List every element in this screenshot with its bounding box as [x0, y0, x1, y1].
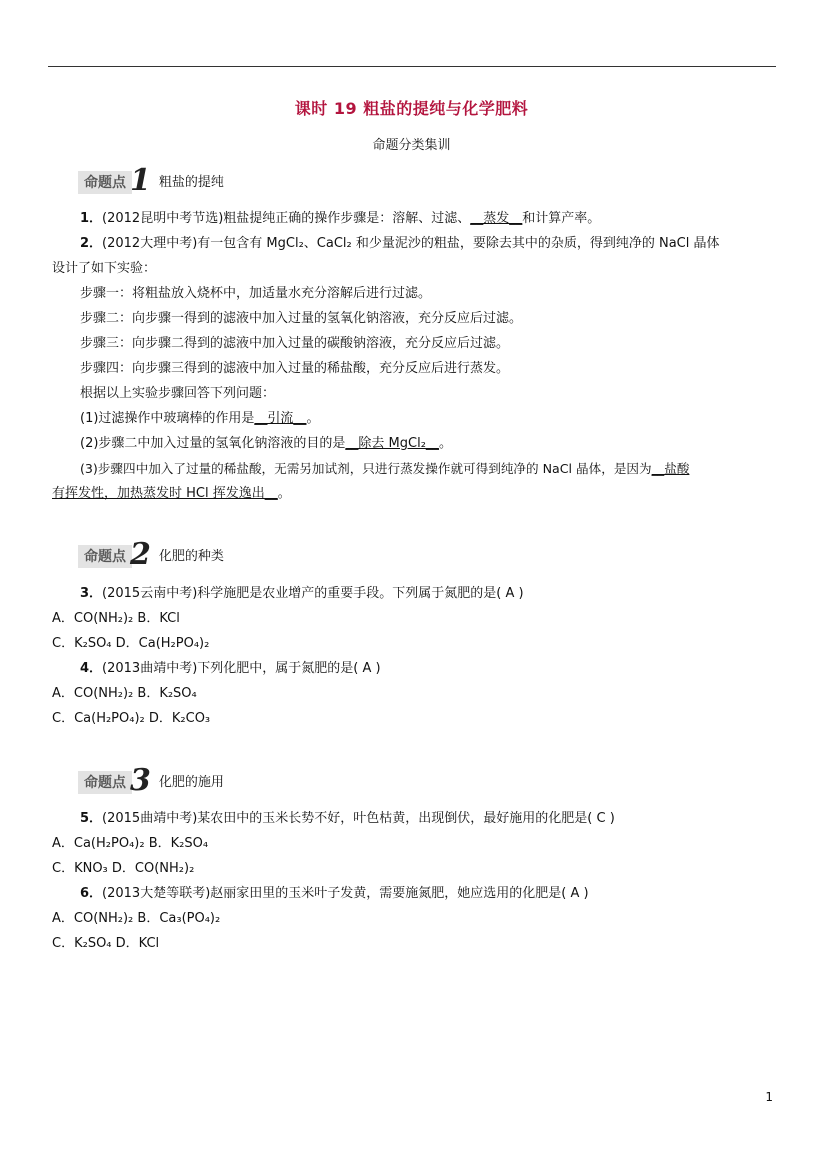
answer: 有挥发性，加热蒸发时 HCl 挥发逸出__	[52, 486, 278, 501]
question-number: 1．	[80, 211, 103, 226]
section-label: 粗盐的提纯	[158, 175, 224, 190]
question-text: (2012大理中考)有一包含有 MgCl₂、CaCl₂ 和少量泥沙的粗盐，要除去其中的杂质，得到纯净的 NaCl 晶体	[102, 236, 720, 251]
q3-options-1: A．CO(NH₂)₂ B．KCl	[52, 611, 180, 626]
step-1: 步骤一：将粗盐放入烧杯中，加适量水充分溶解后进行过滤。	[80, 286, 432, 301]
question-4	[80, 660, 804, 678]
badge-number: 3	[130, 763, 151, 798]
page-title: 课时 19 粗盐的提纯与化学肥料	[294, 99, 529, 118]
step-4: 步骤四：向步骤三得到的滤液中加入过量的稀盐酸，充分反应后进行蒸发。	[80, 361, 510, 376]
q4-options-1: A．CO(NH₂)₂ B．K₂SO₄	[52, 686, 197, 701]
badge-text: 命题点	[78, 771, 132, 794]
question-text: 和计算产率。	[522, 211, 601, 226]
answer: __引流__	[254, 411, 307, 426]
sub-question-1	[80, 410, 804, 428]
answer: __盐酸	[651, 461, 690, 476]
step-2: 步骤二：向步骤一得到的滤液中加入过量的氢氧化钠溶液，充分反应后过滤。	[80, 311, 523, 326]
section-badge-1	[78, 163, 224, 198]
question-number: 6．	[80, 886, 103, 901]
question-1	[80, 210, 804, 228]
header-rule	[48, 66, 776, 67]
q6-options-2: C．K₂SO₄ D．KCl	[52, 936, 160, 951]
section-label: 化肥的种类	[158, 549, 224, 564]
q4-options-2: C．Ca(H₂PO₄)₂ D．K₂CO₃	[52, 711, 211, 726]
punct: 。	[438, 436, 452, 451]
answer: __蒸发__	[470, 211, 523, 226]
sub-question-text: (1)过滤操作中玻璃棒的作用是	[80, 411, 255, 426]
section-badge-3	[78, 763, 224, 798]
q5-options-1: A．Ca(H₂PO₄)₂ B．K₂SO₄	[52, 836, 209, 851]
question-text: (2013曲靖中考)下列化肥中，属于氮肥的是( A )	[102, 661, 381, 676]
badge-text: 命题点	[78, 171, 132, 194]
q2-prompt: 根据以上实验步骤回答下列问题：	[80, 386, 276, 401]
page-number: 1	[765, 1090, 773, 1104]
badge-text: 命题点	[78, 545, 132, 568]
sub-question-2	[80, 435, 804, 453]
badge-number: 2	[130, 537, 151, 572]
step-3: 步骤三：向步骤二得到的滤液中加入过量的碳酸钠溶液，充分反应后过滤。	[80, 336, 510, 351]
question-text: (2012昆明中考节选)粗盐提纯正确的操作步骤是：溶解、过滤、	[102, 211, 471, 226]
question-number: 5．	[80, 811, 103, 826]
question-number: 2．	[80, 236, 103, 251]
question-3	[80, 585, 804, 603]
question-text: (2013大楚等联考)赵丽家田里的玉米叶子发黄，需要施氮肥，她应选用的化肥是( A )	[102, 886, 589, 901]
sub-question-3	[80, 460, 804, 478]
question-2	[80, 235, 804, 253]
question-5	[80, 810, 804, 828]
answer: __除去 MgCl₂__	[345, 436, 439, 451]
section-label: 化肥的施用	[158, 775, 224, 790]
question-text: (2015曲靖中考)某农田中的玉米长势不好，叶色枯黄，出现倒伏，最好施用的化肥是( C )	[102, 811, 615, 826]
q3-options-2: C．K₂SO₄ D．Ca(H₂PO₄)₂	[52, 636, 210, 651]
q6-options-1: A．CO(NH₂)₂ B．Ca₃(PO₄)₂	[52, 911, 221, 926]
punct: 。	[277, 486, 291, 501]
sub-question-3-cont	[52, 485, 776, 503]
question-2-cont: 设计了如下实验：	[52, 261, 157, 276]
q5-options-2: C．KNO₃ D．CO(NH₂)₂	[52, 861, 195, 876]
question-number: 3．	[80, 586, 103, 601]
question-6	[80, 885, 804, 903]
sub-question-text: (3)步骤四中加入了过量的稀盐酸，无需另加试剂，只进行蒸发操作就可得到纯净的 NaCl 晶体，是因为	[80, 461, 652, 476]
badge-number: 1	[130, 163, 151, 198]
question-text: (2015云南中考)科学施肥是农业增产的重要手段。下列属于氮肥的是( A )	[102, 586, 524, 601]
punct: 。	[306, 411, 320, 426]
page-subtitle: 命题分类集训	[372, 138, 451, 153]
section-badge-2	[78, 537, 224, 572]
sub-question-text: (2)步骤二中加入过量的氢氧化钠溶液的目的是	[80, 436, 346, 451]
question-number: 4．	[80, 661, 103, 676]
